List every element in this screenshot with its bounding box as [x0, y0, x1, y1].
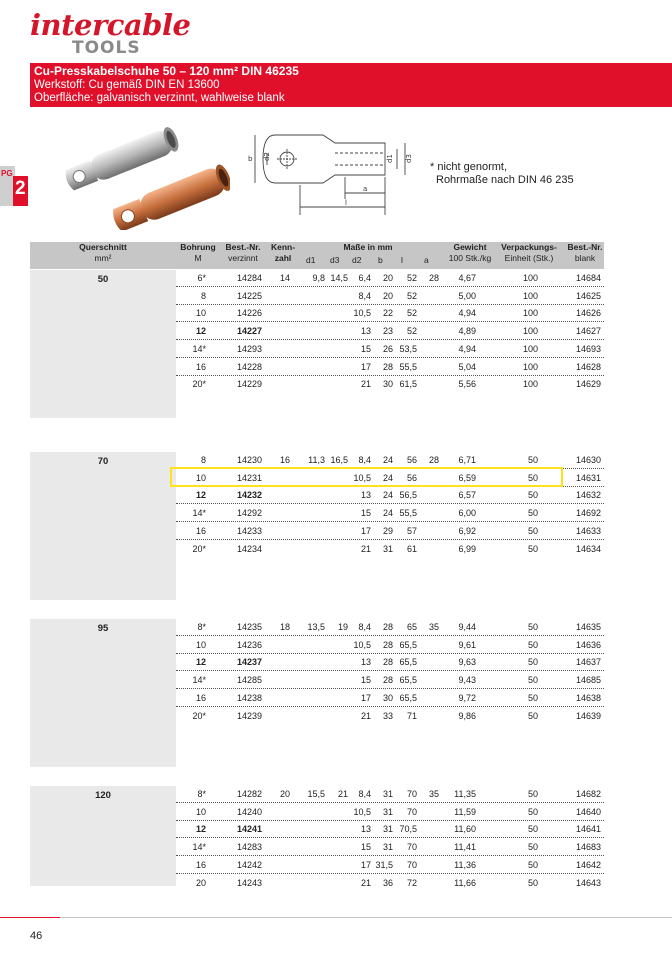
cell-ve: 50 — [527, 842, 538, 853]
col-kenn: Kenn- — [270, 242, 296, 252]
table-row — [176, 619, 604, 636]
cell-m: 20* — [192, 379, 206, 390]
cell-d2: 10,5 — [353, 639, 371, 650]
col-b: b — [378, 255, 383, 265]
cell-l: 56 — [406, 472, 417, 483]
cell-b: 28 — [382, 622, 393, 632]
cell-m: 16 — [195, 361, 206, 372]
cell-l: 56 — [406, 455, 417, 465]
cell-d2: 15 — [360, 675, 371, 686]
cell-b: 26 — [382, 343, 393, 354]
col-verpack: Verpackungs- — [501, 242, 557, 252]
col-querschnitt-unit: mm² — [94, 253, 112, 263]
col-bestnr-blank-sub: blank — [574, 253, 596, 263]
cell-b: 20 — [382, 290, 393, 301]
cell-d2: 15 — [360, 343, 371, 354]
table-row — [176, 341, 604, 358]
cell-ve: 100 — [522, 308, 538, 319]
cell-nr: 14240 — [236, 806, 262, 817]
col-d2: d2 — [352, 255, 362, 265]
cell-ve: 50 — [527, 657, 538, 668]
cell-k: 18 — [279, 622, 290, 632]
table-row — [176, 376, 604, 393]
col-gewicht-sub: 100 Stk./kg — [448, 253, 492, 263]
col-l: l — [401, 255, 403, 265]
cell-m: 20* — [192, 543, 206, 554]
cell-ve: 100 — [522, 379, 538, 390]
cell-m: 10 — [195, 472, 206, 483]
cell-l: 52 — [406, 290, 417, 301]
col-d1: d1 — [306, 255, 316, 265]
cell-ve: 100 — [522, 343, 538, 354]
table-row — [176, 786, 604, 803]
cell-ve: 50 — [527, 639, 538, 650]
cell-nb: 14684 — [575, 273, 601, 283]
cell-g: 5,56 — [458, 379, 476, 390]
cell-d2: 17 — [360, 525, 371, 536]
cell-m: 6* — [197, 273, 206, 283]
cell-nr: 14242 — [236, 859, 262, 870]
cross-section-value: 50 — [97, 274, 109, 285]
cell-g: 6,59 — [458, 472, 476, 483]
cell-g: 6,71 — [458, 455, 476, 465]
cell-m: 16 — [195, 692, 206, 703]
dim-label-d3: d3 — [405, 154, 413, 163]
cell-l: 71 — [406, 710, 417, 721]
cell-nr: 14239 — [236, 710, 262, 721]
cell-nb: 14636 — [575, 639, 601, 650]
cell-nb: 14682 — [575, 789, 601, 799]
col-querschnitt: Querschnitt — [79, 242, 127, 252]
cell-d2: 21 — [360, 710, 371, 721]
cell-g: 4,89 — [458, 326, 476, 337]
page-number: 46 — [30, 930, 43, 942]
col-kenn-sub: zahl — [274, 253, 292, 263]
cell-l: 70 — [406, 789, 417, 799]
logo-wordmark: intercable — [30, 8, 191, 42]
cell-d2: 10,5 — [353, 308, 371, 319]
cell-d2: 8,4 — [358, 455, 371, 465]
cell-k: 14 — [279, 273, 290, 283]
col-bestnr-blank: Best.-Nr. — [567, 242, 603, 252]
cell-l: 52 — [406, 308, 417, 319]
cell-nr: 14230 — [236, 455, 262, 465]
cell-nb: 14692 — [575, 508, 601, 519]
table-row — [176, 672, 604, 689]
surface-line: Oberfläche: galvanisch verzinnt, wahlweise blank — [34, 92, 285, 104]
cell-l: 65 — [406, 622, 417, 632]
table-row — [176, 690, 604, 707]
cell-g: 11,36 — [454, 859, 476, 870]
cell-l: 57 — [406, 525, 417, 536]
cell-d3: 21 — [337, 789, 348, 799]
cell-ve: 50 — [527, 455, 538, 465]
cell-nr: 14233 — [236, 525, 262, 536]
cell-g: 11,66 — [454, 877, 476, 888]
cell-ve: 50 — [527, 806, 538, 817]
cell-g: 6,99 — [458, 543, 476, 554]
cell-d2: 17 — [360, 859, 371, 870]
footnote-line-1: * nicht genormt, — [430, 161, 508, 173]
cell-g: 6,00 — [458, 508, 476, 519]
cell-l: 56,5 — [399, 490, 417, 501]
cell-d2: 10,5 — [353, 472, 371, 483]
cell-b: 23 — [382, 326, 393, 337]
cell-m: 12 — [195, 326, 206, 337]
cell-l: 53,5 — [399, 343, 417, 354]
cell-nb: 14629 — [575, 379, 601, 390]
cell-nb: 14625 — [575, 290, 601, 301]
cell-l: 61 — [406, 543, 417, 554]
cell-g: 4,94 — [458, 343, 476, 354]
group-band — [30, 619, 176, 767]
cell-ve: 100 — [522, 326, 538, 337]
brand-logo — [30, 10, 190, 58]
cell-nb: 14632 — [575, 490, 601, 501]
col-d3: d3 — [330, 255, 340, 265]
cell-a: 35 — [428, 622, 439, 632]
cell-nb: 14639 — [575, 710, 601, 721]
cell-d2: 17 — [360, 692, 371, 703]
col-gewicht: Gewicht — [453, 242, 487, 252]
cell-d2: 15 — [360, 508, 371, 519]
cell-m: 14* — [192, 842, 206, 853]
cell-g: 9,63 — [458, 657, 476, 668]
cell-l: 65,5 — [399, 639, 417, 650]
cell-g: 6,57 — [458, 490, 476, 501]
dim-label-b: b — [248, 155, 253, 163]
cell-nr: 14236 — [236, 639, 262, 650]
col-bestnr-sub: verzinnt — [228, 253, 258, 263]
cell-b: 29 — [382, 525, 393, 536]
cell-b: 31 — [382, 543, 393, 554]
cell-g: 11,59 — [454, 806, 476, 817]
cell-nr: 14232 — [236, 490, 262, 501]
cell-b: 36 — [382, 877, 393, 888]
row-highlight — [170, 467, 563, 487]
table-row — [176, 708, 604, 725]
cell-nr: 14237 — [236, 657, 262, 668]
cell-nb: 14693 — [575, 343, 601, 354]
cell-nb: 14642 — [575, 859, 601, 870]
footnote — [430, 161, 574, 187]
cell-m: 12 — [195, 490, 206, 501]
cell-b: 22 — [382, 308, 393, 319]
cell-nb: 14643 — [575, 877, 601, 888]
table-row — [176, 839, 604, 856]
dim-label-l: l — [345, 199, 347, 207]
cell-nb: 14631 — [575, 472, 601, 483]
table-row — [176, 541, 604, 558]
cell-m: 8* — [197, 622, 206, 632]
cell-g: 11,60 — [454, 824, 476, 835]
cell-b: 24 — [382, 508, 393, 519]
table-row — [176, 804, 604, 821]
col-bohrung-unit: M — [194, 253, 202, 263]
cell-m: 8* — [197, 789, 206, 799]
cell-nb: 14626 — [575, 308, 601, 319]
cell-d3: 16,5 — [330, 455, 348, 465]
cell-d2: 15 — [360, 842, 371, 853]
cross-section-value: 120 — [95, 790, 111, 801]
cell-ve: 100 — [522, 273, 538, 283]
cell-g: 11,35 — [454, 789, 476, 799]
cell-d1: 11,3 — [308, 455, 325, 465]
cell-d3: 19 — [337, 622, 348, 632]
cell-nr: 14292 — [236, 508, 262, 519]
table-row — [176, 654, 604, 671]
cell-k: 16 — [279, 455, 290, 465]
cell-ve: 50 — [527, 789, 538, 799]
cell-g: 9,61 — [458, 639, 476, 650]
dim-label-d2: d2 — [263, 152, 271, 161]
cell-l: 52 — [406, 326, 417, 337]
cell-m: 10 — [195, 639, 206, 650]
cell-m: 8 — [200, 455, 206, 465]
cell-nr: 14227 — [236, 326, 262, 337]
cross-section-value: 70 — [97, 456, 109, 467]
cell-ve: 50 — [527, 525, 538, 536]
cell-m: 20 — [195, 877, 206, 888]
cell-m: 12 — [195, 657, 206, 668]
cell-d2: 10,5 — [353, 806, 371, 817]
cell-nb: 14683 — [575, 842, 601, 853]
cell-l: 65,5 — [399, 692, 417, 703]
cell-nr: 14285 — [236, 675, 262, 686]
cell-d2: 21 — [360, 379, 371, 390]
cell-b: 20 — [382, 273, 393, 283]
cell-ve: 100 — [522, 290, 538, 301]
product-header — [30, 63, 672, 107]
logo-subtitle: TOOLS — [72, 38, 141, 58]
cell-m: 16 — [195, 525, 206, 536]
cell-m: 14* — [192, 508, 206, 519]
cell-m: 16 — [195, 859, 206, 870]
cell-m: 10 — [195, 806, 206, 817]
cell-a: 28 — [428, 455, 439, 465]
cell-nb: 14637 — [575, 657, 601, 668]
cell-nb: 14630 — [575, 455, 601, 465]
technical-drawing — [245, 125, 425, 225]
cross-section-value: 95 — [97, 623, 109, 634]
table-row — [176, 505, 604, 522]
dim-label-d1: d1 — [386, 154, 394, 163]
cell-d2: 13 — [360, 490, 371, 501]
table-row — [176, 875, 604, 892]
cable-lug-photo — [60, 115, 230, 230]
cell-nr: 14234 — [236, 543, 262, 554]
cell-b: 31 — [382, 789, 393, 799]
cell-ve: 50 — [527, 543, 538, 554]
cell-ve: 50 — [527, 824, 538, 835]
cell-d2: 17 — [360, 361, 371, 372]
cell-b: 24 — [382, 472, 393, 483]
cell-ve: 50 — [527, 692, 538, 703]
col-a: a — [424, 255, 429, 265]
cell-nr: 14243 — [236, 877, 262, 888]
cell-m: 8 — [200, 290, 206, 301]
cell-ve: 50 — [527, 622, 538, 632]
cell-nb: 14633 — [575, 525, 601, 536]
table-row — [176, 487, 604, 504]
cell-l: 52 — [406, 273, 417, 283]
cell-nr: 14284 — [236, 273, 262, 283]
cell-b: 24 — [382, 455, 393, 465]
cell-nb: 14635 — [575, 622, 601, 632]
cell-b: 31 — [382, 806, 393, 817]
cell-k: 20 — [279, 789, 290, 799]
cell-d2: 13 — [360, 657, 371, 668]
cell-d1: 13,5 — [307, 622, 325, 632]
cell-ve: 50 — [527, 877, 538, 888]
cell-m: 20* — [192, 710, 206, 721]
cell-d2: 21 — [360, 877, 371, 888]
cell-ve: 100 — [522, 361, 538, 372]
cell-nr: 14282 — [236, 789, 262, 799]
cell-g: 9,86 — [458, 710, 476, 721]
cell-g: 11,41 — [454, 842, 476, 853]
footer-rule — [0, 917, 672, 918]
cell-b: 33 — [382, 710, 393, 721]
cell-m: 10 — [195, 308, 206, 319]
section-tab — [0, 166, 28, 206]
cell-g: 4,67 — [458, 273, 476, 283]
table-row — [176, 821, 604, 838]
cell-nb: 14627 — [575, 326, 601, 337]
cell-nr: 14228 — [236, 361, 262, 372]
cell-nb: 14634 — [575, 543, 601, 554]
cell-l: 65,5 — [399, 675, 417, 686]
table-header — [30, 242, 604, 269]
col-bestnr: Best.-Nr. — [225, 242, 261, 252]
footer-rule-accent — [0, 917, 60, 918]
cell-l: 70 — [406, 842, 417, 853]
cell-d2: 13 — [360, 326, 371, 337]
cell-b: 28 — [382, 675, 393, 686]
section-tab-label: PG — [1, 169, 13, 178]
table-row — [176, 857, 604, 874]
cell-d3: 14,5 — [330, 273, 348, 283]
cell-m: 14* — [192, 675, 206, 686]
cell-b: 30 — [382, 692, 393, 703]
cell-a: 35 — [428, 789, 439, 799]
cell-l: 70 — [406, 859, 417, 870]
cell-ve: 50 — [527, 859, 538, 870]
cell-g: 5,04 — [458, 361, 476, 372]
material-line: Werkstoff: Cu gemäß DIN EN 13600 — [34, 78, 220, 91]
cell-nr: 14229 — [236, 379, 262, 390]
cell-l: 70,5 — [399, 824, 417, 835]
col-bohrung: Bohrung — [180, 242, 216, 252]
cell-d1: 9,8 — [312, 273, 325, 283]
cell-g: 9,72 — [458, 692, 476, 703]
cell-b: 24 — [382, 490, 393, 501]
cell-nb: 14638 — [575, 692, 601, 703]
cell-nr: 14238 — [236, 692, 262, 703]
cell-l: 65,5 — [399, 657, 417, 668]
cell-b: 30 — [382, 379, 393, 390]
group-band — [30, 786, 176, 886]
cell-b: 28 — [382, 657, 393, 668]
cell-ve: 50 — [527, 710, 538, 721]
table-row — [176, 288, 604, 305]
table-row — [176, 323, 604, 340]
tinned-lug — [62, 125, 181, 193]
cell-nr: 14225 — [236, 290, 262, 301]
cell-ve: 50 — [527, 675, 538, 686]
cell-d2: 21 — [360, 543, 371, 554]
cell-b: 31,5 — [375, 859, 393, 870]
cell-b: 28 — [382, 361, 393, 372]
group-band — [30, 452, 176, 600]
cell-nr: 14226 — [236, 308, 262, 319]
cell-l: 61,5 — [399, 379, 417, 390]
cell-g: 6,92 — [458, 525, 476, 536]
table-row — [176, 359, 604, 376]
footnote-line-2: Rohrmaße nach DIN 46 235 — [436, 174, 574, 186]
cell-m: 14* — [192, 343, 206, 354]
cell-nb: 14640 — [575, 806, 601, 817]
cell-d2: 8,4 — [358, 789, 371, 799]
cell-nr: 14241 — [236, 824, 262, 835]
cell-d2: 13 — [360, 824, 371, 835]
cell-d2: 8,4 — [358, 290, 371, 301]
product-title: Cu-Presskabelschuhe 50 – 120 mm² DIN 46235 — [34, 64, 299, 78]
col-verpack-sub: Einheit (Stk.) — [504, 253, 554, 263]
col-masse: Maße in mm — [343, 242, 393, 252]
cell-l: 55,5 — [399, 361, 417, 372]
cell-b: 28 — [382, 639, 393, 650]
cell-g: 5,00 — [458, 290, 476, 301]
cell-d2: 6,4 — [358, 273, 371, 283]
cell-b: 31 — [382, 824, 393, 835]
cell-ve: 50 — [527, 490, 538, 501]
cell-a: 28 — [428, 273, 439, 283]
cell-nr: 14235 — [236, 622, 262, 632]
cell-ve: 50 — [527, 472, 538, 483]
cell-g: 9,44 — [458, 622, 476, 632]
dim-label-a: a — [363, 185, 368, 193]
cell-nb: 14685 — [575, 675, 601, 686]
table-row — [176, 637, 604, 654]
section-tab-number: 2 — [15, 178, 26, 199]
cell-g: 9,43 — [458, 675, 476, 686]
cell-nb: 14641 — [575, 824, 601, 835]
cell-nr: 14283 — [236, 842, 262, 853]
copper-lug — [110, 163, 230, 230]
table-row — [176, 523, 604, 540]
cell-l: 72 — [406, 877, 417, 888]
cell-nr: 14293 — [236, 343, 262, 354]
cell-l: 70 — [406, 806, 417, 817]
cell-d2: 8,4 — [358, 622, 371, 632]
cell-l: 55,5 — [399, 508, 417, 519]
cell-nb: 14628 — [575, 361, 601, 372]
cell-d1: 15,5 — [307, 789, 325, 799]
cell-g: 4,94 — [458, 308, 476, 319]
cell-nr: 14231 — [236, 472, 262, 483]
table-row — [176, 305, 604, 322]
table-row — [176, 270, 604, 287]
cell-m: 12 — [195, 824, 206, 835]
cell-b: 31 — [382, 842, 393, 853]
group-band — [30, 270, 176, 418]
cell-ve: 50 — [527, 508, 538, 519]
